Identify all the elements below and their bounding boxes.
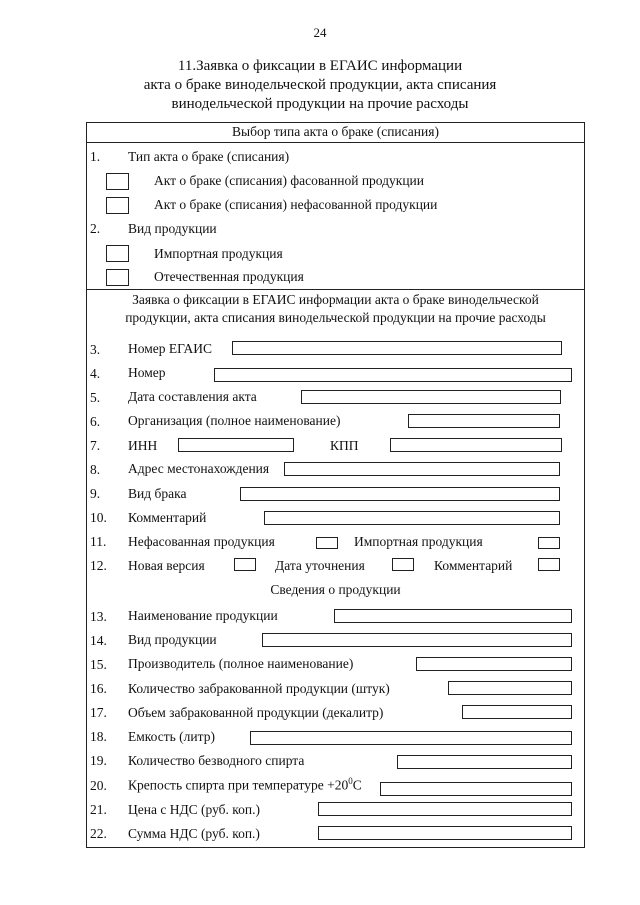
defect-volume-input[interactable] xyxy=(462,705,572,719)
field-9-number: 9. xyxy=(90,486,101,501)
import-product-checkbox[interactable] xyxy=(106,245,129,262)
domestic-product-label: Отечественная продукция xyxy=(154,269,304,284)
unpackaged-product-checkbox[interactable] xyxy=(316,537,338,549)
address-input[interactable] xyxy=(284,462,560,476)
act-date-input[interactable] xyxy=(301,390,561,404)
field-19-number: 19. xyxy=(90,753,107,768)
field-20-number: 20. xyxy=(90,778,107,793)
field-18-label: Емкость (литр) xyxy=(128,729,215,744)
field-8-number: 8. xyxy=(90,462,101,477)
field-13-number: 13. xyxy=(90,609,107,624)
inn-input[interactable] xyxy=(178,438,294,452)
capacity-input[interactable] xyxy=(250,731,572,745)
field-4-label: Номер xyxy=(128,365,166,380)
field-4-number: 4. xyxy=(90,366,101,381)
egais-number-input[interactable] xyxy=(232,341,562,355)
form-title-line-3: винодельческой продукции на прочие расходы xyxy=(171,96,469,112)
comment-flag-checkbox[interactable] xyxy=(538,558,560,571)
alcohol-strength-input[interactable] xyxy=(380,782,572,796)
unpackaged-act-checkbox[interactable] xyxy=(106,197,129,214)
clarification-date-checkbox[interactable] xyxy=(392,558,414,571)
unpackaged-product-label: Нефасованная продукция xyxy=(128,534,275,549)
field-10-number: 10. xyxy=(90,510,107,525)
packaged-act-checkbox[interactable] xyxy=(106,173,129,190)
organization-input[interactable] xyxy=(408,414,560,428)
product-type-input[interactable] xyxy=(262,633,572,647)
section2-divider xyxy=(86,289,585,290)
clarification-date-label: Дата уточнения xyxy=(275,558,365,573)
page-number: 24 xyxy=(313,25,327,40)
field-6-number: 6. xyxy=(90,414,101,429)
field-22-number: 22. xyxy=(90,826,107,841)
import-product-flag-checkbox[interactable] xyxy=(538,537,560,549)
field-21-number: 21. xyxy=(90,802,107,817)
field-15-label: Производитель (полное наименование) xyxy=(128,656,354,671)
field-5-label: Дата составления акта xyxy=(128,389,257,404)
item-1-number: 1. xyxy=(90,149,101,164)
field-20-label-text: Крепость спирта при температуре +20 xyxy=(128,777,349,793)
field-10-label: Комментарий xyxy=(128,510,207,525)
field-14-label: Вид продукции xyxy=(128,632,217,647)
number-input[interactable] xyxy=(214,368,572,382)
field-16-label: Количество забракованной продукции (штук) xyxy=(128,681,390,696)
vat-amount-input[interactable] xyxy=(318,826,572,840)
section2-heading-line-2: продукции, акта списания винодельческой продукции на прочие расходы xyxy=(125,310,546,325)
product-name-input[interactable] xyxy=(334,609,572,623)
field-20-unit: С xyxy=(352,777,362,793)
item-2-number: 2. xyxy=(90,221,101,236)
field-14-number: 14. xyxy=(90,633,107,648)
domestic-product-checkbox[interactable] xyxy=(106,269,129,286)
defect-quantity-input[interactable] xyxy=(448,681,572,695)
section1-heading-divider xyxy=(86,142,585,143)
field-9-label: Вид брака xyxy=(128,486,187,501)
defect-type-input[interactable] xyxy=(240,487,560,501)
import-product-label: Импортная продукция xyxy=(154,246,283,261)
field-17-label: Объем забракованной продукции (декалитр) xyxy=(128,705,384,720)
new-version-label: Новая версия xyxy=(128,558,205,573)
field-7-number: 7. xyxy=(90,438,101,453)
field-21-label: Цена с НДС (руб. коп.) xyxy=(128,802,261,817)
new-version-checkbox[interactable] xyxy=(234,558,256,571)
packaged-act-label: Акт о браке (списания) фасованной продукции xyxy=(154,173,424,188)
section2-heading-line-1: Заявка о фиксации в ЕГАИС информации акта о браке винодельческой xyxy=(132,292,539,307)
form-title-line-2: акта о браке винодельческой продукции, акта списания xyxy=(143,77,497,93)
section3-heading: Сведения о продукции xyxy=(270,582,401,597)
kpp-label: КПП xyxy=(330,438,359,453)
field-12-number: 12. xyxy=(90,558,107,573)
manufacturer-input[interactable] xyxy=(416,657,572,671)
section1-heading: Выбор типа акта о браке (списания) xyxy=(232,124,439,139)
field-17-number: 17. xyxy=(90,705,107,720)
unpackaged-act-label: Акт о браке (списания) нефасованной продукции xyxy=(154,197,438,212)
import-product-flag-label: Импортная продукция xyxy=(354,534,483,549)
field-16-number: 16. xyxy=(90,681,107,696)
field-15-number: 15. xyxy=(90,657,107,672)
comment-flag-label: Комментарий xyxy=(434,558,513,573)
field-13-label: Наименование продукции xyxy=(128,608,278,623)
comment-input[interactable] xyxy=(264,511,560,525)
item-2-label: Вид продукции xyxy=(128,221,217,236)
field-22-label: Сумма НДС (руб. коп.) xyxy=(128,826,260,841)
anhydrous-alcohol-input[interactable] xyxy=(397,755,572,769)
field-19-label: Количество безводного спирта xyxy=(128,753,305,768)
inn-label: ИНН xyxy=(128,438,158,453)
field-3-number: 3. xyxy=(90,342,101,357)
field-20-label xyxy=(128,776,362,794)
form-title-line-1: 11.Заявка о фиксации в ЕГАИС информации xyxy=(177,58,463,74)
field-6-label: Организация (полное наименование) xyxy=(128,413,341,428)
kpp-input[interactable] xyxy=(390,438,562,452)
field-11-number: 11. xyxy=(90,534,107,549)
field-3-label: Номер ЕГАИС xyxy=(128,341,212,356)
field-18-number: 18. xyxy=(90,729,107,744)
degree-superscript: 0 xyxy=(348,776,353,786)
price-with-vat-input[interactable] xyxy=(318,802,572,816)
item-1-label: Тип акта о браке (списания) xyxy=(128,149,290,164)
field-5-number: 5. xyxy=(90,390,101,405)
field-8-label: Адрес местонахождения xyxy=(128,461,270,476)
